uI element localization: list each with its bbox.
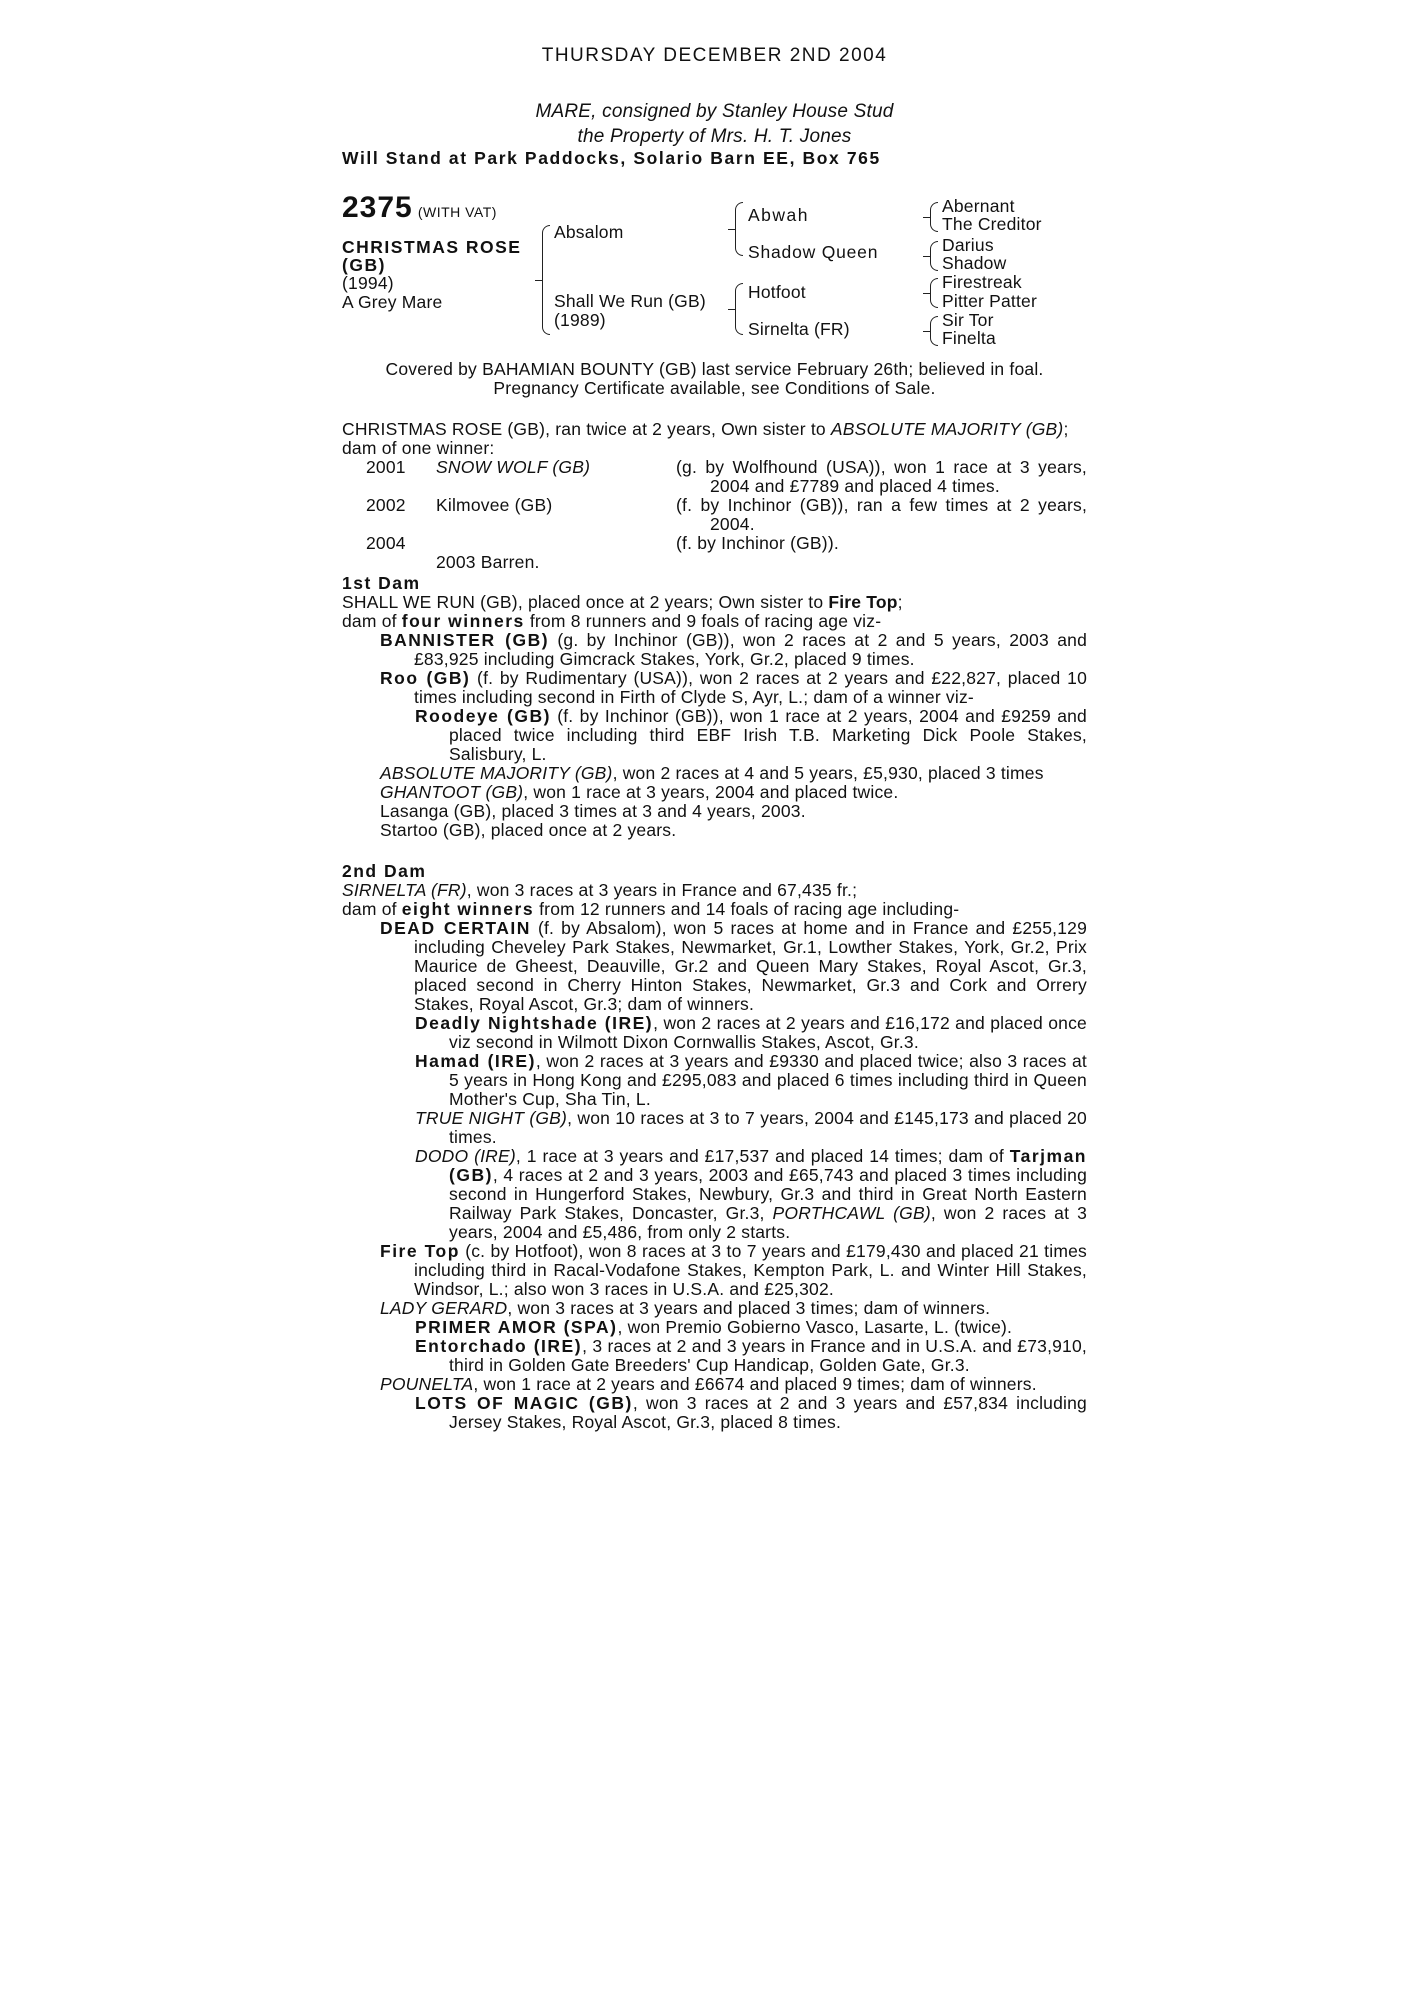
- entry-text: , won 2 races at 2 years and £16,172 and placed once viz second in Wilmott Dixon Cornwallis Stakes, Ascot, Gr.3.: [449, 1013, 1087, 1052]
- vat-note: (WITH VAT): [417, 204, 497, 220]
- produce-year: 2002: [366, 495, 406, 515]
- produce-entry: [342, 1394, 1087, 1432]
- produce-name: Kilmovee (GB): [436, 495, 553, 515]
- entry-text-3: , won 2 races at 3 years, 2004 and £5,486, from only 2 starts.: [449, 1203, 1088, 1242]
- mare-intro: CHRISTMAS ROSE (GB), ran twice at 2 years, Own sister to: [342, 419, 831, 439]
- entry-text: , won 1 race at 3 years, 2004 and placed twice.: [523, 782, 899, 802]
- first-dam-heading: 1st Dam: [342, 573, 421, 593]
- sire-dam: Shadow Queen: [748, 242, 879, 262]
- mare-sister: ABSOLUTE MAJORITY (GB): [830, 419, 1064, 439]
- horse-name: CHRISTMAS ROSE: [342, 237, 522, 257]
- dam-dam: Sirnelta (FR): [748, 319, 850, 339]
- entry-name: LADY GERARD: [380, 1298, 508, 1318]
- brace-gen2-dam: [735, 283, 743, 335]
- mare-tail: ;: [1063, 419, 1069, 439]
- entry-text: , won 2 races at 3 years and £9330 and placed twice; also 3 races at 5 years in Hong Kong and £295,083 and placed 6 times including third in Queen Mother's Cup, Sha Tin, L.: [449, 1051, 1087, 1109]
- mare-dam-of-text: dam of one winner:: [342, 438, 495, 458]
- produce-entry: [342, 1337, 1087, 1375]
- produce-entry: [342, 783, 1087, 802]
- entry-text: (f. by Rudimentary (USA)), won 2 races at 2 years and £22,827, placed 10 times including second in Firth of Clyde S, Ayr, L.; dam of a winner viz-: [414, 668, 1087, 707]
- entry-name: Fire Top: [380, 1241, 460, 1261]
- produce-detail: (g. by Wolfhound (USA)), won 1 race at 3 years, 2004 and £7789 and placed 4 times.: [676, 457, 1087, 496]
- gen3-1: Abernant: [942, 196, 1015, 216]
- lot-number: 2375: [342, 191, 413, 224]
- entry-text: (f. by Inchinor (GB)), won 1 race at 2 years, 2004 and £9259 and placed twice including third EBF Irish T.B. Marketing Dick Poole Stakes, Salisbury, L.: [449, 706, 1087, 764]
- entry-text: , won 1 race at 2 years and £6674 and placed 9 times; dam of winners.: [473, 1374, 1037, 1394]
- dam: Shall We Run (GB): [554, 291, 706, 311]
- entry-name: DODO (IRE): [415, 1146, 516, 1166]
- entry-name: Roodeye (GB): [415, 706, 551, 726]
- pregnancy-line: Pregnancy Certificate available, see Conditions of Sale.: [493, 378, 936, 398]
- produce-entry: [342, 1299, 1087, 1318]
- entry-name: DEAD CERTAIN: [380, 918, 531, 938]
- produce-row: [342, 534, 1087, 553]
- covered-line: Covered by BAHAMIAN BOUNTY (GB) last service February 26th; believed in foal.: [385, 359, 1044, 379]
- fd-l2c: from 8 runners and 9 foals of racing age viz-: [524, 611, 882, 631]
- entry-name-2: Tarjman (GB): [449, 1146, 1087, 1185]
- entry-text: , won 3 races at 2 and 3 years and £57,834 including Jersey Stakes, Royal Ascot, Gr.3, placed 8 times.: [449, 1393, 1087, 1432]
- produce-entry: [342, 821, 1087, 840]
- produce-entry: [342, 1109, 1087, 1147]
- gen3-4: Shadow: [942, 253, 1007, 273]
- fd-l1a: SHALL WE RUN (GB), placed once at 2 years; Own sister to: [342, 592, 829, 612]
- brace-gen3-2: [930, 241, 938, 271]
- entry-text: Lasanga (GB), placed 3 times at 3 and 4 years, 2003.: [380, 801, 806, 821]
- catalogue-page: [342, 46, 1087, 1432]
- brace-gen2-sire: [735, 202, 743, 256]
- produce-row: [342, 458, 1087, 496]
- brace-gen3-1: [930, 202, 938, 232]
- gen3-5: Firestreak: [942, 272, 1022, 292]
- entry-text: , 1 race at 3 years and £17,537 and placed 14 times; dam of: [515, 1146, 1010, 1166]
- entry-text: (g. by Inchinor (GB)), won 2 races at 2 and 5 years, 2003 and £83,925 including Gimcrack Stakes, York, Gr.2, placed 9 times.: [414, 630, 1087, 669]
- produce-detail: (f. by Inchinor (GB)), ran a few times at 2 years, 2004.: [676, 495, 1087, 534]
- gen3-7: Sir Tor: [942, 310, 994, 330]
- entry-text: , won 3 races at 3 years and placed 3 times; dam of winners.: [507, 1298, 991, 1318]
- produce-name: SNOW WOLF (GB): [436, 457, 591, 477]
- first-dam-line1: [342, 593, 1087, 612]
- produce-entry: [342, 802, 1087, 821]
- spacer: [342, 840, 1087, 862]
- first-dam-line2: [342, 612, 1087, 631]
- second-dam-line1: [342, 881, 1087, 900]
- mare-record: [342, 420, 1087, 439]
- brace-gen3-3: [930, 278, 938, 308]
- entry-name: ABSOLUTE MAJORITY (GB): [380, 763, 613, 783]
- produce-year: 2004: [366, 533, 406, 553]
- second-dam-line2: [342, 900, 1087, 919]
- barren-note: 2003 Barren.: [436, 552, 540, 572]
- sale-date: THURSDAY DECEMBER 2ND 2004: [541, 45, 888, 66]
- dam-year: (1989): [554, 310, 606, 330]
- entry-name: GHANTOOT (GB): [380, 782, 524, 802]
- lot-number-line: [342, 191, 497, 224]
- fd-l1b: Fire Top: [828, 592, 898, 612]
- produce-entry: [342, 707, 1087, 764]
- entry-text: , won 10 races at 3 to 7 years, 2004 and £145,173 and placed 20 times.: [449, 1108, 1087, 1147]
- entry-name: Roo (GB): [380, 668, 471, 688]
- fd-l2a: dam of: [342, 611, 402, 631]
- produce-entry: [342, 1318, 1087, 1337]
- entry-name: LOTS OF MAGIC (GB): [415, 1393, 633, 1413]
- stand-location: Will Stand at Park Paddocks, Solario Barn EE, Box 765: [342, 148, 881, 168]
- produce-entry: [342, 631, 1087, 669]
- pedigree-table: [342, 191, 1087, 348]
- produce-entry: [342, 669, 1087, 707]
- produce-year: 2001: [366, 457, 406, 477]
- sd-l2b: eight winners: [401, 899, 535, 919]
- entry-name: Deadly Nightshade (IRE): [415, 1013, 654, 1033]
- gen3-3: Darius: [942, 235, 994, 255]
- brace-gen1: [542, 225, 550, 335]
- entry-name: TRUE NIGHT (GB): [415, 1108, 568, 1128]
- property-line: the Property of Mrs. H. T. Jones: [577, 126, 852, 147]
- entry-name: Entorchado (IRE): [415, 1336, 583, 1356]
- sd-l1a: SIRNELTA (FR): [342, 880, 467, 900]
- entry-text: , won 2 races at 4 and 5 years, £5,930, placed 3 times: [612, 763, 1044, 783]
- produce-entry: [342, 764, 1087, 783]
- entry-name: POUNELTA: [380, 1374, 474, 1394]
- entry-text-2: , 4 races at 2 and 3 years, 2003 and £65,743 and placed 3 times including second in Hungerford Stakes, Newbury, Gr.3 and third in Great North Eastern Railway Park Stakes, Doncaster, Gr.3,: [449, 1165, 1087, 1223]
- produce-name: [436, 534, 676, 553]
- entry-text: , 3 races at 2 and 3 years in France and in U.S.A. and £73,910, third in Golden Gate Breeders' Cup Handicap, Golden Gate, Gr.3.: [449, 1336, 1087, 1375]
- consignor-line: MARE, consigned by Stanley House Stud: [535, 101, 894, 122]
- produce-entry: [342, 1375, 1087, 1394]
- sd-l2c: from 12 runners and 14 foals of racing age including-: [534, 899, 960, 919]
- entry-name: Hamad (IRE): [415, 1051, 536, 1071]
- produce-entry: [342, 1014, 1087, 1052]
- mare-dam-of: [342, 439, 1087, 458]
- entry-text: (f. by Absalom), won 5 races at home and in France and £255,129 including Cheveley Park Stakes, Newmarket, Gr.1, Lowther Stakes, York, Gr.2, Prix Maurice de Gheest, Deauville, Gr.2 and Queen Mary Stakes, Royal Ascot, Gr.3, placed second in Cherry Hinton Stakes, Newmarket, Gr.3 and Cork and Orrery Stakes, Royal Ascot, Gr.3; dam of winners.: [414, 918, 1087, 1014]
- produce-entry: [342, 1052, 1087, 1109]
- entry-name-3: PORTHCAWL (GB): [772, 1203, 931, 1223]
- fd-l2b: four winners: [401, 611, 525, 631]
- entry-name: PRIMER AMOR (SPA): [415, 1317, 618, 1337]
- entry-text: (c. by Hotfoot), won 8 races at 3 to 7 years and £179,430 and placed 21 times including third in Racal-Vodafone Stakes, Kempton Park, L. and Winter Hill Stakes, Windsor, L.; also won 3 races in U.S.A. and £25,302.: [414, 1241, 1087, 1299]
- produce-row: [342, 496, 1087, 534]
- fd-l1c: ;: [897, 592, 903, 612]
- produce-entry: [342, 1147, 1087, 1242]
- entry-name: BANNISTER (GB): [380, 630, 550, 650]
- sire: Absalom: [554, 222, 624, 242]
- brace-gen3-4: [930, 316, 938, 346]
- sd-l1b: , won 3 races at 3 years in France and 67,435 fr.;: [466, 880, 858, 900]
- horse-year: (1994): [342, 273, 394, 293]
- produce-entry: [342, 919, 1087, 1014]
- gen3-6: Pitter Patter: [942, 291, 1037, 311]
- horse-country: (GB): [342, 255, 386, 275]
- second-dam-heading: 2nd Dam: [342, 861, 427, 881]
- sire-sire: Abwah: [748, 205, 810, 225]
- gen3-2: The Creditor: [942, 214, 1042, 234]
- sd-l2a: dam of: [342, 899, 402, 919]
- entry-text: Startoo (GB), placed once at 2 years.: [380, 820, 677, 840]
- gen3-8: Finelta: [942, 328, 996, 348]
- produce-detail: (f. by Inchinor (GB)).: [676, 533, 839, 553]
- entry-text: , won Premio Gobierno Vasco, Lasarte, L. (twice).: [617, 1317, 1013, 1337]
- dam-sire: Hotfoot: [748, 282, 806, 302]
- horse-description: A Grey Mare: [342, 292, 443, 312]
- produce-entry: [342, 1242, 1087, 1299]
